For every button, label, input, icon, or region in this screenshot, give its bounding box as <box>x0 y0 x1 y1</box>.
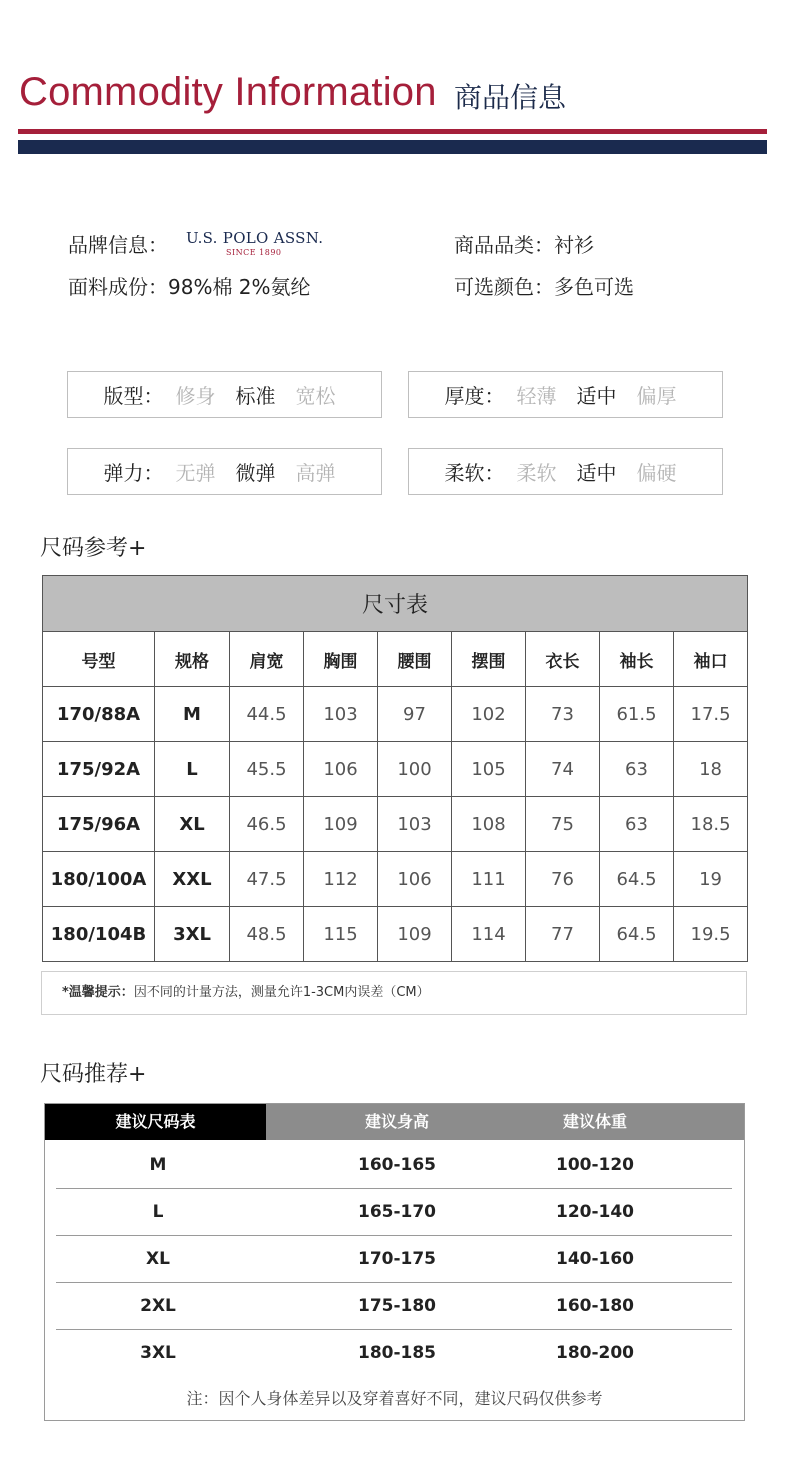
attr-fit-option-slim: 修身 <box>175 384 216 408</box>
size-table-header-cell: 摆围 <box>452 632 526 687</box>
recommend-size: 2XL <box>140 1296 176 1316</box>
size-table-header-cell: 肩宽 <box>230 632 304 687</box>
table-cell: 170/88A <box>43 687 155 742</box>
table-cell: XXL <box>155 852 230 907</box>
table-cell: 64.5 <box>600 907 674 962</box>
measurement-notice <box>41 971 747 1015</box>
attr-thickness-option-medium: 适中 <box>576 384 617 408</box>
table-row <box>43 907 748 962</box>
recommend-size: XL <box>146 1249 170 1269</box>
brand-logo <box>186 229 326 257</box>
table-cell: 77 <box>526 907 600 962</box>
table-row <box>43 742 748 797</box>
size-table-header-cell: 规格 <box>155 632 230 687</box>
table-cell: 97 <box>378 687 452 742</box>
recommend-header-weight: 建议体重 <box>562 1112 627 1131</box>
size-table-header-cell: 袖口 <box>674 632 748 687</box>
table-cell: 19.5 <box>674 907 748 962</box>
brand-logo-since: SINCE 1890 <box>226 248 282 257</box>
table-cell: 74 <box>526 742 600 797</box>
attr-elasticity-option-none: 无弹 <box>175 461 216 485</box>
table-cell: 109 <box>304 797 378 852</box>
table-cell: 63 <box>600 742 674 797</box>
table-cell: 19 <box>674 852 748 907</box>
list-item <box>56 1283 732 1330</box>
recommend-weight: 100-120 <box>555 1155 635 1175</box>
list-item <box>56 1142 732 1189</box>
recommend-size: L <box>152 1202 164 1222</box>
table-cell: 48.5 <box>230 907 304 962</box>
table-cell: 108 <box>452 797 526 852</box>
attr-elasticity-option-slight: 微弹 <box>235 461 276 485</box>
table-cell: 18.5 <box>674 797 748 852</box>
size-table-header-cell: 袖长 <box>600 632 674 687</box>
attr-fit-option-loose: 宽松 <box>295 384 336 408</box>
color-label: 可选颜色： <box>454 275 554 299</box>
size-recommend-table <box>44 1103 745 1421</box>
attr-softness <box>408 448 723 495</box>
table-cell: 103 <box>304 687 378 742</box>
table-cell: 175/92A <box>43 742 155 797</box>
table-row <box>43 687 748 742</box>
color-info <box>454 271 634 300</box>
table-cell: 17.5 <box>674 687 748 742</box>
category-info <box>454 229 594 258</box>
title-english: Commodity Information <box>19 70 437 114</box>
attr-thickness-option-thin: 轻薄 <box>516 384 557 408</box>
measurement-notice-text: 因不同的计量方法，测量允许1-3CM内误差（CM） <box>133 985 430 1000</box>
list-item <box>56 1236 732 1283</box>
size-table-header-cell: 衣长 <box>526 632 600 687</box>
size-table-header-row <box>43 632 748 687</box>
recommend-header-height: 建议身高 <box>364 1112 429 1131</box>
header-red-divider <box>18 129 767 134</box>
table-cell: 63 <box>600 797 674 852</box>
table-cell: 76 <box>526 852 600 907</box>
recommend-weight: 140-160 <box>555 1249 635 1269</box>
table-row <box>43 852 748 907</box>
size-table-header-cell: 号型 <box>43 632 155 687</box>
table-cell: XL <box>155 797 230 852</box>
recommend-height: 160-165 <box>357 1155 437 1175</box>
title-chinese: 商品信息 <box>454 81 567 114</box>
table-cell: 103 <box>378 797 452 852</box>
table-cell: 106 <box>378 852 452 907</box>
table-cell: 180/100A <box>43 852 155 907</box>
size-table <box>42 575 748 962</box>
size-table-header-cell: 腰围 <box>378 632 452 687</box>
list-item <box>56 1189 732 1236</box>
table-cell: 105 <box>452 742 526 797</box>
attr-thickness <box>408 371 723 418</box>
recommend-height: 180-185 <box>357 1343 437 1363</box>
recommend-weight: 180-200 <box>555 1343 635 1363</box>
table-cell: 106 <box>304 742 378 797</box>
list-item <box>56 1330 732 1377</box>
table-cell: 44.5 <box>230 687 304 742</box>
attr-softness-option-soft: 柔软 <box>516 461 557 485</box>
brand-logo-name: U.S. POLO ASSN. <box>186 229 324 247</box>
attr-fit <box>67 371 382 418</box>
category-value: 衬衫 <box>554 233 594 257</box>
table-cell: 175/96A <box>43 797 155 852</box>
recommend-size: 3XL <box>140 1343 176 1363</box>
table-row <box>43 797 748 852</box>
table-cell: 115 <box>304 907 378 962</box>
table-cell: 75 <box>526 797 600 852</box>
attr-softness-option-hard: 偏硬 <box>636 461 677 485</box>
fabric-value: 98%棉 2%氨纶 <box>168 275 311 299</box>
size-table-header-cell: 胸围 <box>304 632 378 687</box>
recommend-note: 注：因个人身体差异以及穿着喜好不同，建议尺码仅供参考 <box>186 1389 603 1408</box>
table-cell: 114 <box>452 907 526 962</box>
attr-elasticity <box>67 448 382 495</box>
attr-fit-option-standard: 标准 <box>235 384 276 408</box>
color-value: 多色可选 <box>554 275 634 299</box>
table-cell: 45.5 <box>230 742 304 797</box>
attr-fit-label: 版型： <box>103 384 164 408</box>
table-cell: 102 <box>452 687 526 742</box>
table-cell: 3XL <box>155 907 230 962</box>
recommend-height: 165-170 <box>357 1202 437 1222</box>
recommend-weight: 160-180 <box>555 1296 635 1316</box>
table-cell: 180/104B <box>43 907 155 962</box>
table-cell: 112 <box>304 852 378 907</box>
table-cell: 46.5 <box>230 797 304 852</box>
attr-elasticity-option-high: 高弹 <box>295 461 336 485</box>
size-table-caption: 尺寸表 <box>43 576 748 632</box>
recommend-height: 175-180 <box>357 1296 437 1316</box>
brand-label: 品牌信息： <box>68 233 168 257</box>
table-cell: 18 <box>674 742 748 797</box>
measurement-notice-label: *温馨提示： <box>62 985 134 1000</box>
attr-softness-option-medium: 适中 <box>576 461 617 485</box>
category-label: 商品品类： <box>454 233 554 257</box>
recommend-height: 170-175 <box>357 1249 437 1269</box>
recommend-size: M <box>149 1155 167 1175</box>
table-cell: 109 <box>378 907 452 962</box>
size-recommend-title: 尺码推荐+ <box>40 1062 147 1087</box>
table-cell: M <box>155 687 230 742</box>
attr-elasticity-label: 弹力： <box>103 461 164 485</box>
table-cell: 111 <box>452 852 526 907</box>
attr-softness-label: 柔软： <box>444 461 505 485</box>
fabric-label: 面料成份： <box>68 275 168 299</box>
table-cell: 61.5 <box>600 687 674 742</box>
attr-thickness-label: 厚度： <box>444 384 505 408</box>
table-cell: 73 <box>526 687 600 742</box>
recommend-weight: 120-140 <box>555 1202 635 1222</box>
header-navy-divider <box>18 140 767 154</box>
table-cell: 64.5 <box>600 852 674 907</box>
size-reference-title: 尺码参考+ <box>40 536 147 561</box>
fabric-info <box>68 271 311 300</box>
table-cell: L <box>155 742 230 797</box>
attr-thickness-option-thick: 偏厚 <box>636 384 677 408</box>
table-cell: 47.5 <box>230 852 304 907</box>
recommend-header-size: 建议尺码表 <box>115 1112 196 1131</box>
table-cell: 100 <box>378 742 452 797</box>
